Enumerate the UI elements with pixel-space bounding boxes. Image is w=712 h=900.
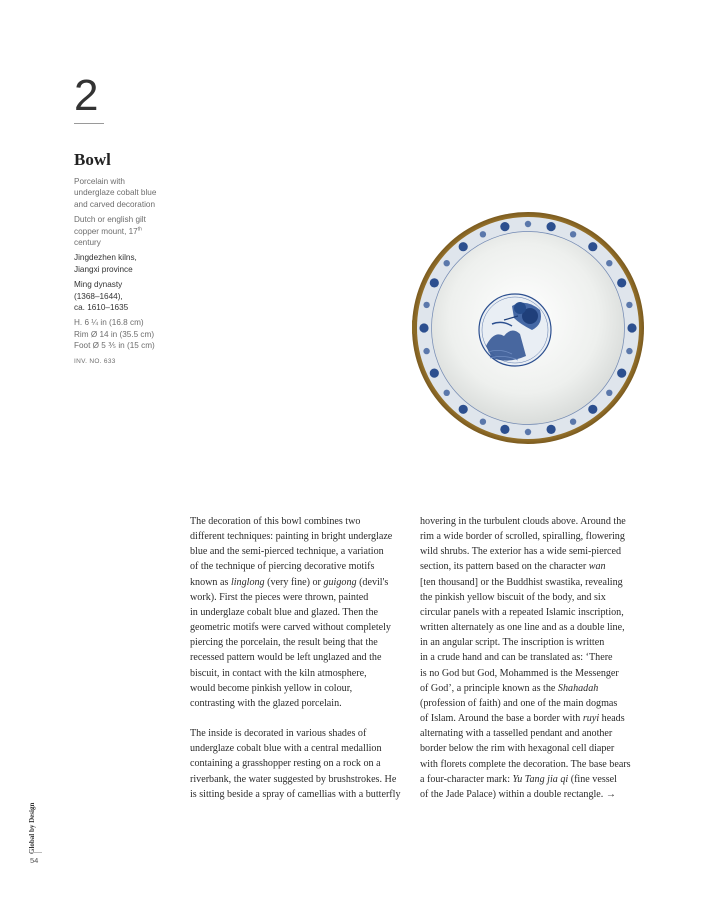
text-line: work). First the pieces were thrown, painted <box>190 591 369 603</box>
body-text-right-column <box>420 514 638 802</box>
material-line: underglaze cobalt blue <box>74 188 157 198</box>
rim-flower-motif <box>588 405 597 414</box>
text-line: biscuit, in contact with the kiln atmosphere, <box>190 667 367 679</box>
rim-flower-motif <box>480 419 486 425</box>
text-line: [ten thousand] or the Buddhist swastika, revealing <box>420 576 623 588</box>
mount-line: century <box>74 238 101 248</box>
text-line: in underglaze cobalt blue and glazed. Then the <box>190 606 378 618</box>
text-line: border below the rim with hexagonal cell diaper <box>420 743 615 755</box>
text-line <box>420 711 638 726</box>
text-run: heads <box>599 713 625 725</box>
text-run: of Islam. Around the base a border with <box>420 713 583 725</box>
text-line: (profession of faith) and one of the main dogmas <box>420 697 618 709</box>
dynasty-line: Ming dynasty <box>74 280 123 290</box>
text-line: different techniques: painting in bright underglaze <box>190 531 393 543</box>
italic-term: ruyi <box>582 713 600 725</box>
paragraph <box>420 514 638 802</box>
dynasty-line: (1368–1644), <box>74 291 123 301</box>
rim-flower-motif <box>500 425 509 434</box>
text-line: The decoration of this bowl combines two <box>190 516 361 527</box>
rim-flower-motif <box>430 278 439 287</box>
rim-flower-motif <box>547 222 556 231</box>
text-line: piercing the porcelain, the result being that the <box>190 637 378 649</box>
rim-flower-motif <box>570 419 576 425</box>
rim-flower-motif <box>480 231 486 237</box>
text-line: containing a grasshopper resting on a rock on a <box>190 758 381 770</box>
italic-term: Shahadah <box>557 682 599 694</box>
text-line: geometric motifs were carved without completely <box>190 622 391 634</box>
origin-block <box>74 252 174 275</box>
text-line <box>190 575 408 590</box>
rim-flower-motif <box>626 348 632 354</box>
mount-hinge <box>412 320 417 334</box>
text-run: (fine vessel <box>568 773 617 785</box>
mount-superscript: th <box>137 225 142 232</box>
rim-flower-motif <box>547 425 556 434</box>
text-line: the pinkish yellow biscuit of the body, and six <box>420 591 606 603</box>
dimension-line: H. 6 ¼ in (16.8 cm) <box>74 318 144 328</box>
rim-flower-motif <box>430 369 439 378</box>
text-run: (devil's <box>356 576 389 588</box>
text-line: hovering in the turbulent clouds above. Around the <box>420 516 626 527</box>
rim-flower-motif <box>419 323 428 332</box>
text-line: of the Jade Palace) within a double rectangle. → <box>420 788 616 800</box>
text-line: of the technique of piercing decorative motifs <box>190 561 375 573</box>
rim-flower-motif <box>444 260 450 266</box>
mount-line-text: copper mount, 17 <box>74 226 138 236</box>
material-line: and carved decoration <box>74 199 156 209</box>
text-line <box>420 681 638 696</box>
dimension-line: Foot Ø 5 ⅗ in (15 cm) <box>74 341 155 351</box>
paragraph <box>190 726 408 802</box>
text-line: with florets complete the decoration. The base bears <box>420 758 631 770</box>
rim-flower-motif <box>626 302 632 308</box>
catalogue-number: 2 <box>74 71 99 120</box>
dimensions-block <box>74 317 174 351</box>
italic-term: guigong <box>323 576 357 588</box>
text-line: written alternately as one line and as a double line, <box>420 622 625 634</box>
rim-flower-motif <box>423 348 429 354</box>
text-run: of God’, a principle known as the <box>420 682 558 694</box>
rim-flower-motif <box>570 231 576 237</box>
rim-flower-motif <box>423 302 429 308</box>
rim-flower-motif <box>606 390 612 396</box>
mount-block <box>74 214 174 248</box>
text-line: underglaze cobalt blue with a central medallion <box>190 743 382 755</box>
dynasty-line: ca. 1610–1635 <box>74 303 129 313</box>
rim-flower-motif <box>617 278 626 287</box>
running-head: Global by Design <box>28 802 36 854</box>
rim-flower-motif <box>617 369 626 378</box>
text-line: in an angular script. The inscription is written <box>420 637 605 649</box>
rim-flower-motif <box>444 390 450 396</box>
page-number: 54 <box>30 856 39 865</box>
rim-flower-motif <box>500 222 509 231</box>
text-line: blue and the semi-pierced technique, a variation <box>190 546 384 558</box>
text-line: alternating with a tasselled pendant and another <box>420 728 613 740</box>
object-metadata <box>74 176 174 367</box>
central-medallion <box>479 294 551 366</box>
text-line: circular panels with a repeated Islamic inscription, <box>420 606 624 618</box>
material-line: Porcelain with <box>74 177 125 186</box>
rim-flower-motif <box>588 242 597 251</box>
page-number-rule <box>30 852 42 853</box>
text-line: rim a wide border of scrolled, spiralling, flowering <box>420 531 625 543</box>
bowl-photograph <box>408 208 648 448</box>
dynasty-block <box>74 279 174 313</box>
text-line: The inside is decorated in various shades of <box>190 728 367 740</box>
rim-flower-motif <box>525 429 531 435</box>
rim-flower-motif <box>459 405 468 414</box>
italic-term: wan <box>588 561 606 573</box>
text-run: (very fine) or <box>264 576 324 588</box>
rim-flower-motif <box>606 260 612 266</box>
paragraph <box>190 514 408 711</box>
text-line: recessed pattern would be left unglazed and the <box>190 652 382 664</box>
italic-term: Yu Tang jia qi <box>512 773 569 785</box>
text-run: section, its pattern based on the character <box>420 561 589 573</box>
origin-line: Jiangxi province <box>74 264 133 274</box>
text-line: contrasting with the glazed porcelain. <box>190 697 342 709</box>
text-line: would become pinkish yellow in colour, <box>190 682 353 694</box>
text-line: wild shrubs. The exterior has a wide semi-pierced <box>420 546 622 558</box>
dimension-line: Rim Ø 14 in (35.5 cm) <box>74 329 155 339</box>
rim-flower-motif <box>627 323 636 332</box>
mount-line <box>74 226 174 237</box>
text-line <box>420 772 638 787</box>
text-line: is no God but God, Mohammed is the Messenger <box>420 667 619 679</box>
text-line: riverbank, the water suggested by brushstrokes. He <box>190 773 397 785</box>
mount-line: Dutch or english gilt <box>74 215 146 225</box>
item-title: Bowl <box>74 150 111 169</box>
text-run: known as <box>190 576 231 588</box>
body-text-left-column <box>190 514 408 802</box>
rim-flower-motif <box>525 221 531 227</box>
italic-term: linglong <box>230 576 265 588</box>
text-line: is sitting beside a spray of camellias with a butterfly <box>190 788 401 800</box>
inventory-number: INV. NO. 633 <box>74 357 116 365</box>
rim-flower-motif <box>459 242 468 251</box>
material-block <box>74 176 174 210</box>
origin-line: Jingdezhen kilns, <box>74 253 137 263</box>
text-line: in a crude hand and can be translated as: ‘There <box>420 652 613 664</box>
text-run: a four-character mark: <box>420 773 513 785</box>
text-line <box>420 559 638 574</box>
catalogue-number-rule <box>74 123 104 124</box>
